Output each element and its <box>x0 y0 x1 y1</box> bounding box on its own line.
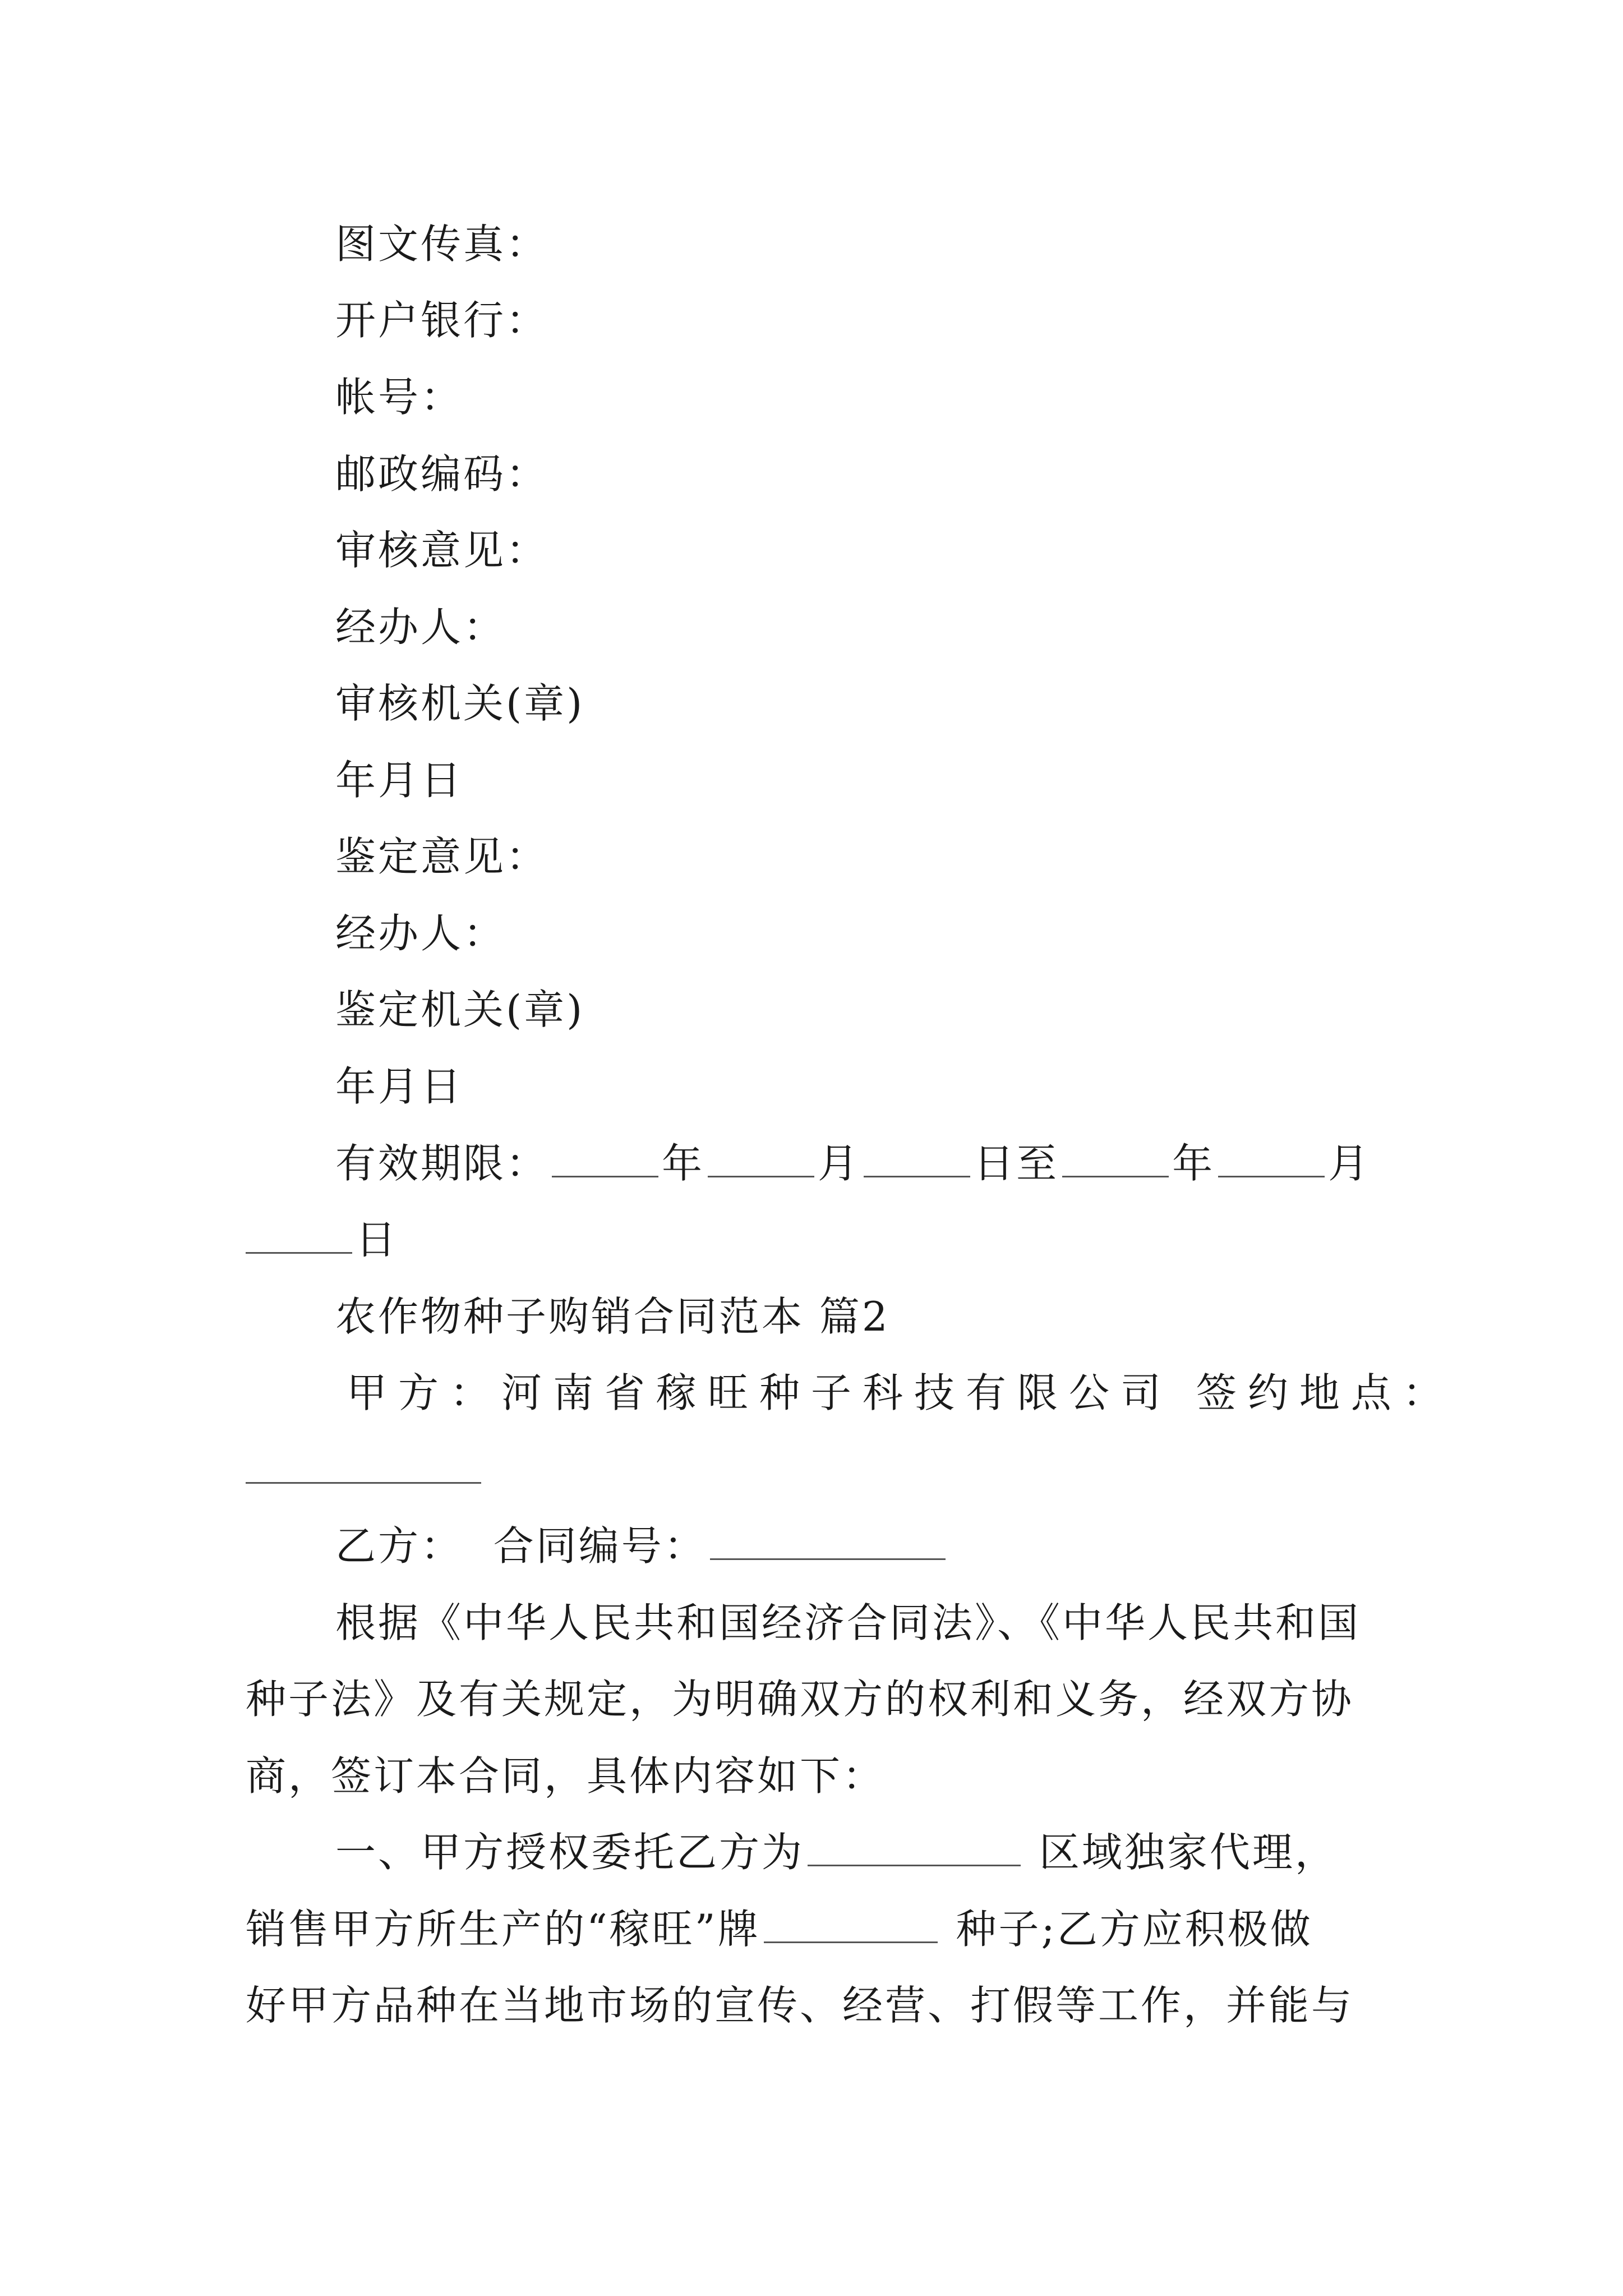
clause1-text-a: 一、甲方授权委托乙方为 <box>335 1829 805 1876</box>
party-a-label: 甲方：河南省稼旺种子科技有限公司 <box>347 1369 1173 1416</box>
fax-line: 图文传真： <box>335 220 549 268</box>
intro-line-2: 种子法》及有关规定，为明确双方的权利和义务，经双方协 <box>246 1676 1354 1723</box>
validity-year-blank <box>552 1141 658 1177</box>
clause1-line-3: 好甲方品种在当地市场的宣传、经营、打假等工作，并能与 <box>246 1982 1354 2029</box>
clause1-line-2 <box>246 1901 1313 1957</box>
review-org-line: 审核机关(章) <box>335 680 585 727</box>
validity-year-2: 年 <box>1172 1140 1215 1187</box>
review-opinion-line: 审核意见： <box>335 527 549 574</box>
contract-no-label: 合同编号： <box>493 1522 707 1570</box>
signing-place-blank <box>246 1481 481 1484</box>
date-line-2: 年月日 <box>335 1063 464 1110</box>
party-b-line <box>335 1518 949 1574</box>
account-line: 帐号： <box>335 374 464 421</box>
validity-month-2: 月 <box>1328 1140 1371 1187</box>
party-a-line <box>347 1365 1454 1421</box>
postcode-line: 邮政编码： <box>335 450 549 498</box>
clause1-line2-text-b: 种子;乙方应积极做 <box>956 1906 1313 1953</box>
clause1-line2-text-a: 销售甲方所生产的“稼旺”牌 <box>246 1906 760 1953</box>
party-b-label: 乙方： <box>335 1522 464 1570</box>
validity-year2-blank <box>1062 1141 1169 1177</box>
clause1-line-1 <box>335 1824 1338 1880</box>
clause1-text-b: 区域独家代理， <box>1039 1829 1338 1876</box>
validity-month-blank <box>708 1141 814 1177</box>
appraisal-org-line: 鉴定机关(章) <box>335 986 585 1033</box>
contract-no-blank <box>710 1524 946 1560</box>
seed-blank <box>764 1907 938 1943</box>
bank-line: 开户银行： <box>335 297 549 344</box>
intro-line-1: 根据《中华人民共和国经济合同法》、《中华人民共和国 <box>335 1599 1361 1646</box>
validity-day-to: 日至 <box>974 1140 1059 1187</box>
validity-line <box>335 1135 1371 1191</box>
date-line-1: 年月日 <box>335 757 464 804</box>
signing-place-label: 签约地点： <box>1196 1369 1454 1416</box>
intro-line-3: 商，签订本合同，具体内容如下： <box>246 1752 886 1800</box>
validity-line-cont <box>246 1212 398 1268</box>
validity-label: 有效期限： <box>335 1140 549 1187</box>
area-blank <box>808 1830 1021 1866</box>
appraisal-opinion-line: 鉴定意见： <box>335 833 549 880</box>
handler-line-1: 经办人： <box>335 604 506 651</box>
handler-line-2: 经办人： <box>335 910 506 957</box>
validity-day-blank <box>864 1141 970 1177</box>
section-title: 农作物种子购销合同范本 篇2 <box>335 1293 890 1340</box>
validity-month2-blank <box>1218 1141 1325 1177</box>
validity-day2-blank <box>246 1217 352 1254</box>
validity-day-2: 日 <box>356 1216 399 1263</box>
validity-year-1: 年 <box>662 1140 705 1187</box>
validity-month-1: 月 <box>818 1140 861 1187</box>
